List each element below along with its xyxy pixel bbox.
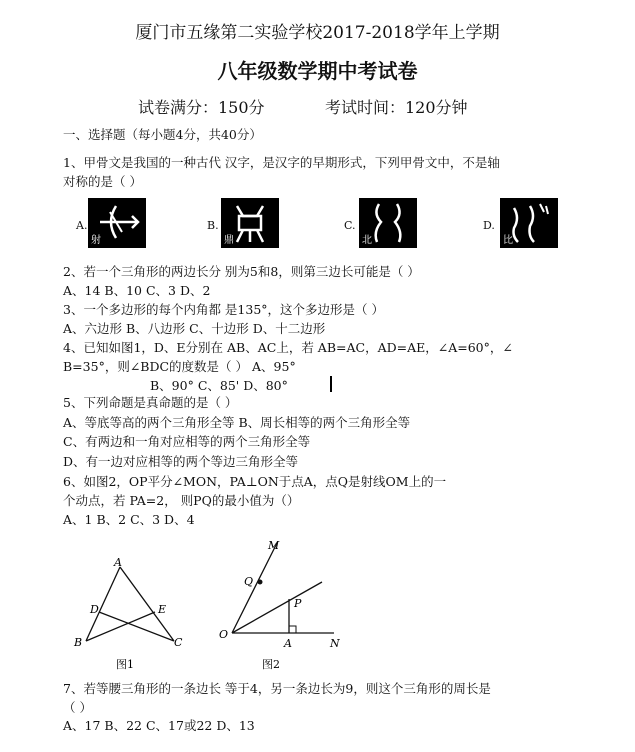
figure-2-diagram: [212, 535, 352, 673]
option-letter: D.: [483, 219, 495, 232]
point-label-o: O: [219, 628, 229, 641]
q6-options: A、1 B、2 C、3 D、4: [63, 512, 195, 527]
q4-line2: B=35°，则∠BDC的度数是（ ） A、95°: [63, 359, 296, 374]
figure-1-diagram: [68, 555, 198, 670]
q4-line3: B、90° C、85' D、80°: [150, 378, 288, 393]
figure-1-caption: 图1: [116, 658, 134, 670]
oracle-glyph-bei-image: [359, 198, 417, 248]
point-label-a: A: [284, 637, 292, 650]
q4-line1: 4、已知如图1，D、E分别在 AB、AC上，若 AB=AC，AD=AE，∠A=60°，∠: [63, 340, 513, 355]
point-label-p: P: [294, 597, 302, 610]
q1-line1: 1、甲骨文是我国的一种古代 汉字，是汉字的早期形式，下列甲骨文中，不是轴: [63, 155, 500, 170]
school-title: 厦门市五缘第二实验学校2017-2018学年上学期: [135, 23, 500, 43]
q5-option-c: C、有两边和一角对应相等的两个三角形全等: [63, 434, 311, 449]
glyph-caption: 比: [503, 235, 513, 246]
point-label-a: A: [114, 556, 122, 569]
point-q-dot: [258, 580, 263, 585]
oracle-glyph-ding-image: [221, 198, 279, 248]
q3-options: A、六边形 B、八边形 C、十边形 D、十二边形: [63, 321, 326, 336]
point-label-n: N: [330, 637, 340, 650]
q5-option-d: D、有一边对应相等的两个等边三角形全等: [63, 454, 299, 469]
q1-line2: 对称的是（ ）: [63, 174, 142, 189]
point-label-d: D: [90, 603, 99, 616]
ray-lines: [232, 543, 334, 633]
exam-time: 考试时间：120分钟: [325, 98, 468, 117]
right-angle-mark: [289, 626, 296, 633]
section-heading: 一、选择题（每小题4分，共40分）: [63, 127, 262, 142]
full-score: 试卷满分：150分: [138, 98, 265, 117]
oracle-glyph-she-image: [88, 198, 146, 248]
option-letter: C.: [344, 219, 356, 232]
glyph-caption: 射: [91, 235, 101, 246]
point-label-e: E: [158, 603, 167, 616]
oracle-glyph-bi-image: [500, 198, 558, 248]
text-cursor: [330, 376, 332, 392]
point-label-m: M: [268, 539, 280, 552]
option-letter: B.: [207, 219, 219, 232]
q5-option-ab: A、等底等高的两个三角形全等 B、周长相等的两个三角形全等: [63, 415, 411, 430]
figure-2-caption: 图2: [262, 658, 280, 671]
point-label-q: Q: [244, 575, 254, 588]
exam-title: 八年级数学期中考试卷: [217, 59, 418, 83]
q6-line2: 个动点，若 PA=2， 则PQ的最小值为（）: [63, 493, 300, 508]
option-letter: A.: [76, 219, 88, 232]
q6-line1: 6、如图2，OP平分∠MON，PA⊥ON于点A，点Q是射线OM上的一: [63, 474, 447, 489]
q7-line1: 7、若等腰三角形的一条边长 等于4，另一条边长为9，则这个三角形的周长是: [63, 681, 491, 696]
q7-options: A、17 B、22 C、17或22 D、13: [63, 718, 255, 733]
q5-stem: 5、下列命题是真命题的是（ ）: [63, 395, 238, 410]
point-label-c: C: [174, 636, 183, 649]
glyph-caption: 北: [362, 235, 372, 246]
q3-stem: 3、一个多边形的每个内角都 是135°，这个多边形是（ ）: [63, 302, 385, 317]
q2-options: A、14 B、10 C、3 D、2: [63, 283, 211, 298]
q7-line2: （ ）: [63, 700, 92, 715]
q2-stem: 2、若一个三角形的两边长分 别为5和8，则第三边长可能是（ ）: [63, 264, 420, 279]
point-label-b: B: [74, 636, 83, 649]
glyph-caption: 鼎: [224, 235, 234, 246]
